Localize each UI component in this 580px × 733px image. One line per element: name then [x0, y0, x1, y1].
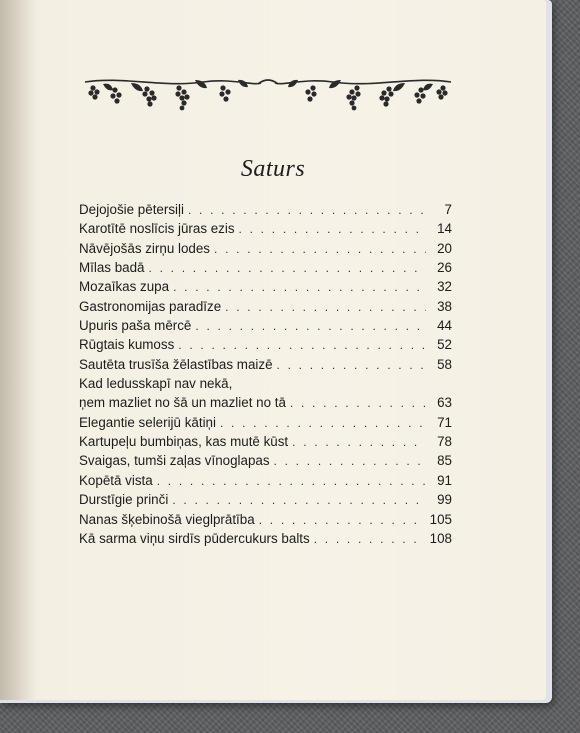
leader-dots	[290, 396, 426, 410]
leader-dots	[188, 203, 426, 217]
toc-entry-title: Rūgtais kumoss	[79, 337, 175, 353]
toc-entry	[79, 279, 452, 298]
toc-entry-title: Durstīgie prinči	[79, 492, 169, 508]
toc-entry	[79, 357, 452, 376]
toc-entry-page: 99	[437, 492, 452, 508]
toc-entry	[79, 318, 452, 337]
leader-dots	[157, 474, 426, 488]
toc-entry-title: Mozaīkas zupa	[79, 279, 170, 295]
toc-entry-page: 71	[437, 414, 452, 430]
toc-entry-page: 91	[437, 472, 452, 488]
toc-entry-page: 7	[444, 202, 452, 217]
toc-entry	[79, 415, 452, 434]
toc-entry	[79, 260, 452, 279]
toc-entry-page: 105	[429, 511, 452, 527]
leader-dots	[274, 454, 426, 468]
leader-dots	[172, 493, 426, 507]
toc-entry-title: Nāvējošās zirņu lodes	[79, 240, 210, 256]
toc-entry-title: Upuris paša mērcē	[79, 318, 192, 334]
toc-entry-page: 32	[437, 279, 452, 295]
leader-dots	[220, 416, 426, 430]
toc-entry	[79, 512, 452, 531]
page-gutter-shadow	[0, 0, 38, 700]
leader-dots	[214, 242, 426, 256]
toc-entry-title: Nanas šķebinošā vieglprātība	[79, 511, 255, 527]
toc-entry-page: 58	[437, 356, 452, 372]
toc-entry	[79, 376, 452, 395]
toc-entry	[79, 395, 452, 414]
toc-entry-title: Elegantie selerijū kātiņi	[79, 414, 216, 430]
toc-entry-title: Kad ledusskapī nav nekā,	[79, 376, 233, 392]
leader-dots	[195, 319, 426, 333]
toc-entry-title: Mīlas badā	[79, 260, 145, 276]
leader-dots	[314, 532, 424, 546]
toc-entry-title: ņem mazliet no šā un mazliet no tā	[79, 395, 286, 411]
leader-dots	[225, 300, 426, 314]
toc-entry	[79, 492, 452, 511]
toc-entry	[79, 434, 452, 453]
grapevine-ornament-icon	[83, 74, 453, 118]
toc-entry-page: 52	[437, 337, 452, 353]
leader-dots	[292, 435, 426, 449]
toc-entry	[79, 473, 452, 492]
toc-entry-page: 14	[437, 221, 452, 237]
toc-entry-page: 26	[437, 260, 452, 276]
toc-entry-page: 63	[437, 395, 452, 411]
toc-entry-title: Kopētā vista	[79, 472, 153, 488]
toc-entry-title: Gastronomijas paradīze	[79, 298, 222, 314]
toc-entry-page: 78	[437, 434, 452, 450]
table-of-contents	[79, 202, 452, 550]
toc-entry-page: 20	[437, 240, 452, 256]
toc-entry-page: 85	[437, 453, 452, 469]
toc-entry	[79, 221, 452, 240]
toc-entry-title: Kā sarma viņu sirdīs pūdercukurs balts	[79, 530, 310, 546]
leader-dots	[173, 280, 426, 294]
toc-entry-title: Karotītē noslīcis jūras ezis	[79, 221, 235, 237]
leader-dots	[277, 358, 426, 372]
toc-entry	[79, 531, 452, 550]
toc-entry-page: 38	[437, 298, 452, 314]
leader-dots	[259, 513, 424, 527]
toc-entry	[79, 337, 452, 356]
toc-entry-title: Sautēta trusīša žēlastības maizē	[79, 356, 273, 372]
toc-entry	[79, 299, 452, 318]
toc-entry-title: Svaigas, tumši zaļas vīnoglapas	[79, 453, 270, 469]
toc-entry	[79, 241, 452, 260]
leader-dots	[149, 261, 426, 275]
toc-entry-page: 108	[429, 530, 452, 546]
page-title: Saturs	[240, 156, 306, 182]
toc-entry	[79, 202, 452, 221]
leader-dots	[178, 338, 426, 352]
toc-entry-title: Kartupeļu bumbiņas, kas mutē kūst	[79, 434, 289, 450]
toc-entry-page: 44	[437, 318, 452, 334]
leader-dots	[239, 222, 426, 236]
toc-entry-title: Dejojošie pētersiļi	[79, 202, 184, 217]
toc-entry	[79, 453, 452, 472]
